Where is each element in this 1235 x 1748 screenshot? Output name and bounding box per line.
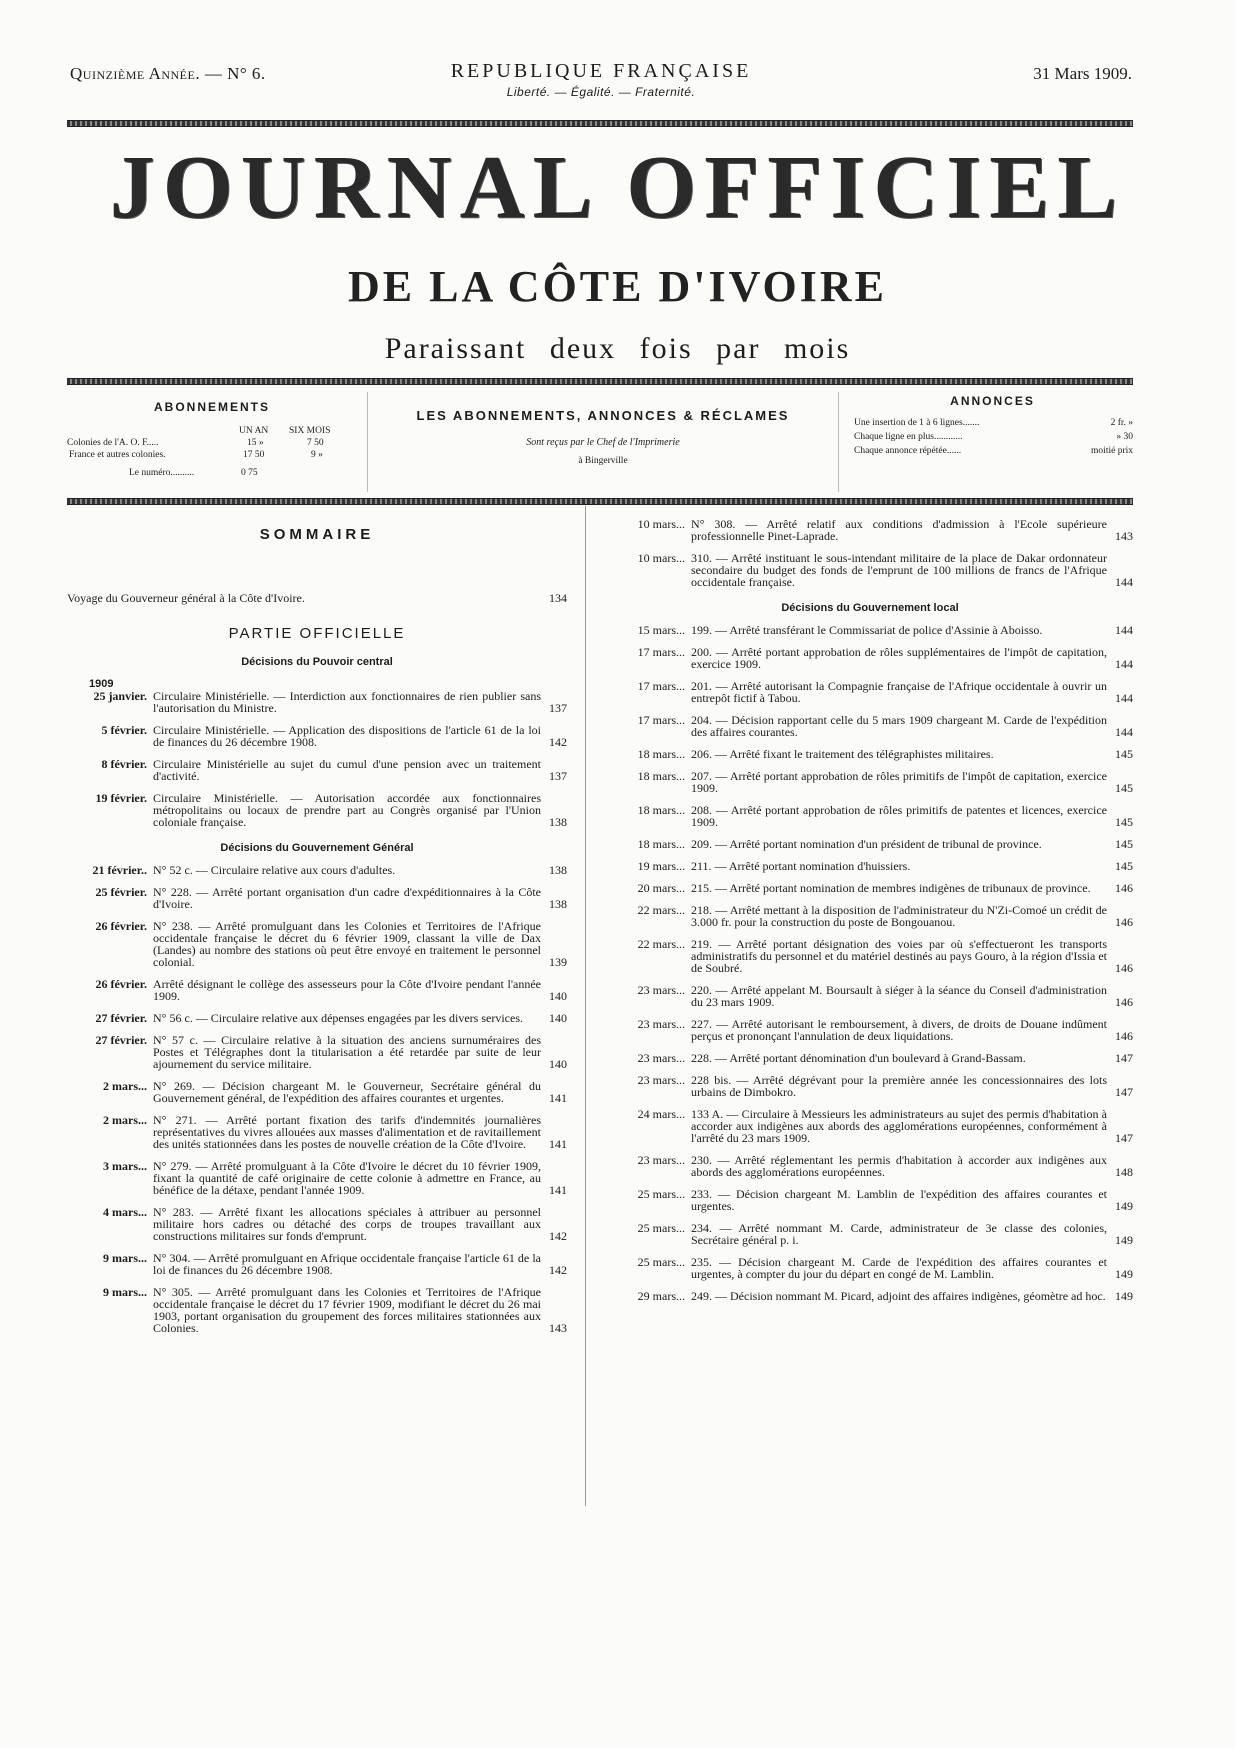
year-label: 1909 bbox=[89, 678, 114, 690]
entry-page: 144 bbox=[1115, 623, 1133, 637]
subscription-rule bbox=[67, 498, 1133, 505]
entry-text: N° 228. — Arrêté portant organisation d'un cadre d'expéditionnaires à la Côte d'Ivoire. bbox=[153, 885, 541, 911]
entry-page: 145 bbox=[1115, 815, 1133, 829]
entry-text: 206. — Arrêté fixant le traitement des télégraphistes militaires. bbox=[691, 747, 994, 761]
annonce-price: 2 fr. » bbox=[1110, 418, 1133, 428]
sommaire-entry bbox=[67, 1160, 567, 1196]
entry-text: 310. — Arrêté instituant le sous-intendant militaire de la place de Dakar ordonnateur secondaire du budget des fonds de l'emprunt de 100 millions de francs de l'Afrique occidentale française. bbox=[691, 551, 1107, 589]
entry-page: 149 bbox=[1115, 1267, 1133, 1281]
gouvernement-general-list bbox=[67, 864, 567, 1334]
annonce-label: Une insertion de 1 à 6 lignes....... bbox=[854, 418, 980, 428]
sommaire-entry bbox=[607, 1108, 1133, 1144]
row1-un-an: 15 » bbox=[247, 438, 264, 448]
entry-text: N° 279. — Arrêté promulguant à la Côte d'Ivoire le décret du 10 février 1909, fixant la quantité de café originaire de cette colonie à admettre en France, au bénéfice de la détaxe, pendant l'année 1909. bbox=[153, 1159, 541, 1197]
entry-date: 25 mars... bbox=[637, 1187, 685, 1201]
entry-page: 141 bbox=[549, 1183, 567, 1197]
entry-text: 201. — Arrêté autorisant la Compagnie française de l'Afrique occidentale à ouvrir un entrepôt fictif à Tabou. bbox=[691, 679, 1107, 705]
entry-text: Circulaire Ministérielle. — Application des dispositions de l'article 61 de la loi de finances du 26 décembre 1908. bbox=[153, 723, 541, 749]
entry-page: 138 bbox=[549, 863, 567, 877]
publication-frequency: Paraissant deux fois par mois bbox=[384, 332, 851, 365]
entry-text: 218. — Arrêté mettant à la disposition de l'administrateur du N'Zi-Comoé un crédit de 3.000 fr. pour la construction du poste de Bongouanou. bbox=[691, 903, 1107, 929]
entry-text: 234. — Arrêté nommant M. Carde, administrateur de 3e classe des colonies, Secrétaire général p. i. bbox=[691, 1221, 1107, 1247]
entry-date: 18 mars... bbox=[637, 837, 685, 851]
entry-date: 4 mars... bbox=[103, 1205, 147, 1219]
entry-date: 17 mars... bbox=[637, 679, 685, 693]
entry-page: 142 bbox=[549, 1263, 567, 1277]
center-recus: Sont reçus par le Chef de l'Imprimerie bbox=[526, 437, 680, 448]
entry-text: N° 308. — Arrêté relatif aux conditions d'admission à l'Ecole supérieure professionnelle Pinet-Laprade. bbox=[691, 517, 1107, 543]
entry-text: Circulaire Ministérielle au sujet du cumul d'une pension avec un traitement d'activité. bbox=[153, 757, 541, 783]
sommaire-entry bbox=[67, 920, 567, 968]
entry-date: 2 mars... bbox=[103, 1113, 147, 1127]
entry-page: 142 bbox=[549, 1229, 567, 1243]
entry-date: 20 mars... bbox=[637, 881, 685, 895]
sommaire-entry bbox=[607, 860, 1133, 872]
entry-date: 18 mars... bbox=[637, 747, 685, 761]
sommaire-content bbox=[67, 518, 1133, 1518]
entry-page: 143 bbox=[549, 1321, 567, 1335]
entry-page: 140 bbox=[549, 989, 567, 1003]
entry-page: 147 bbox=[1115, 1131, 1133, 1145]
entry-date: 26 février. bbox=[95, 919, 147, 933]
entry-date: 10 mars... bbox=[637, 517, 685, 531]
entry-page: 145 bbox=[1115, 781, 1133, 795]
top-line bbox=[70, 60, 1132, 99]
entry-date: 23 mars... bbox=[637, 1073, 685, 1087]
sommaire-entry bbox=[607, 838, 1133, 850]
sommaire-entry bbox=[607, 938, 1133, 974]
entry-date: 25 janvier. bbox=[93, 689, 147, 703]
center-heading: LES ABONNEMENTS, ANNONCES & RÉCLAMES bbox=[416, 408, 790, 423]
entry-page: 140 bbox=[549, 1057, 567, 1071]
entry-date: 17 mars... bbox=[637, 713, 685, 727]
entry-date: 23 mars... bbox=[637, 1153, 685, 1167]
col-six-mois: SIX MOIS bbox=[289, 426, 331, 436]
entry-page: 137 bbox=[549, 701, 567, 715]
entry-text: N° 52 c. — Circulaire relative aux cours d'adultes. bbox=[153, 863, 396, 877]
entry-date: 19 mars... bbox=[637, 859, 685, 873]
sommaire-entry bbox=[607, 1018, 1133, 1042]
numero-price: 0 75 bbox=[241, 468, 258, 478]
sommaire-entry bbox=[607, 552, 1133, 588]
sommaire-entry bbox=[607, 680, 1133, 704]
section-gouvernement-general: Décisions du Gouvernement Général bbox=[220, 842, 414, 854]
entry-date: 10 mars... bbox=[637, 551, 685, 565]
entry-date: 24 mars... bbox=[637, 1107, 685, 1121]
sommaire-entry bbox=[607, 1256, 1133, 1280]
entry-date: 25 mars... bbox=[637, 1221, 685, 1235]
sommaire-entry bbox=[607, 518, 1133, 542]
journal-title: JOURNAL OFFICIEL bbox=[109, 138, 1126, 237]
abonnements-table bbox=[67, 426, 357, 486]
entry-date: 22 mars... bbox=[637, 937, 685, 951]
section-gouvernement-local: Décisions du Gouvernement local bbox=[781, 602, 959, 614]
entry-text: 220. — Arrêté appelant M. Boursault à siéger à la séance du Conseil d'administration du 23 mars 1909. bbox=[691, 983, 1107, 1009]
sommaire-entry bbox=[607, 804, 1133, 828]
entry-text: 133 A. — Circulaire à Messieurs les administrateurs au sujet des permis d'habitation à accorder aux indigènes aux abords des agglomérations européennes, conformément à l'arrêté du 23 mars 1909. bbox=[691, 1107, 1107, 1145]
entry-date: 22 mars... bbox=[637, 903, 685, 917]
right-column bbox=[607, 518, 1133, 1312]
entry-text: 235. — Décision chargeant M. Carde de l'expédition des affaires courantes et urgentes, à compter du jour du départ en congé de M. Lamblin. bbox=[691, 1255, 1107, 1281]
entry-date: 29 mars... bbox=[637, 1289, 685, 1303]
entry-text: N° 283. — Arrêté fixant les allocations spéciales à attribuer au personnel militaire hors cadres ou détaché des corps de troupes travaillant aux constructions militaires sur fonds d'emprunt. bbox=[153, 1205, 541, 1243]
entry-page: 139 bbox=[549, 955, 567, 969]
numero-label: Le numéro.......... bbox=[129, 468, 195, 478]
entry-text: N° 304. — Arrêté promulguant en Afrique occidentale française l'article 61 de la loi de finances du 26 décembre 1908. bbox=[153, 1251, 541, 1277]
sommaire-entry bbox=[67, 1206, 567, 1242]
entry-text: N° 305. — Arrêté promulguant dans les Colonies et Territoires de l'Afrique occidentale française le décret du 17 février 1909, modifiant le décret du 26 mai 1903, portant organisation du groupement des forces militaires stationnées aux Colonies. bbox=[153, 1285, 541, 1335]
entry-text: 219. — Arrêté portant désignation des voies par où s'effectueront les transports administratifs du personnel et du matériel destinés au pays Gouro, à la région d'Issia et de Soubré. bbox=[691, 937, 1107, 975]
sommaire-entry bbox=[67, 886, 567, 910]
entry-page: 142 bbox=[549, 735, 567, 749]
annonce-price: moitié prix bbox=[1091, 446, 1133, 456]
entry-page: 146 bbox=[1115, 995, 1133, 1009]
entry-page: 137 bbox=[549, 769, 567, 783]
entry-text: 208. — Arrêté portant approbation de rôles primitifs de patentes et licences, exercice 1909. bbox=[691, 803, 1107, 829]
entry-page: 149 bbox=[1115, 1289, 1133, 1303]
abonnements-heading: ABONNEMENTS bbox=[153, 400, 270, 414]
entry-page: 145 bbox=[1115, 859, 1133, 873]
row1-six-mois: 7 50 bbox=[307, 438, 324, 448]
entry-date: 23 mars... bbox=[637, 983, 685, 997]
entry-text: N° 56 c. — Circulaire relative aux dépenses engagées par les divers services. bbox=[153, 1011, 523, 1025]
masthead bbox=[0, 138, 1235, 366]
column-divider bbox=[585, 506, 586, 1506]
entry-date: 2 mars... bbox=[103, 1079, 147, 1093]
entry-date: 18 mars... bbox=[637, 803, 685, 817]
center-lieu: à Bingerville bbox=[578, 456, 628, 466]
entry-page: 146 bbox=[1115, 915, 1133, 929]
entry-page: 146 bbox=[1115, 961, 1133, 975]
sommaire-entry bbox=[67, 724, 567, 748]
entry-text: 228 bis. — Arrêté dégrévant pour la première année les concessionnaires des lots urbains de Dimbokro. bbox=[691, 1073, 1107, 1099]
entry-text: N° 271. — Arrêté portant fixation des tarifs d'indemnités journalières représentatives du vivres allouées aux masses d'alimentation et de ravitaillement des unités stationnées dans les postes de nouvelle création de la Côte d'Ivoire. bbox=[153, 1113, 541, 1151]
sommaire-entry bbox=[607, 904, 1133, 928]
journal-subtitle: DE LA CÔTE D'IVOIRE bbox=[347, 262, 887, 311]
entry-page: 149 bbox=[1115, 1233, 1133, 1247]
entry-text: 207. — Arrêté portant approbation de rôles primitifs de l'impôt de capitation, exercice 1909. bbox=[691, 769, 1107, 795]
entry-date: 17 mars... bbox=[637, 645, 685, 659]
entry-text: N° 238. — Arrêté promulguant dans les Colonies et Territoires de l'Afrique occidentale française le décret du 6 février 1909, classant la ville de Dax (Landes) au nombre des stations où peut être envoyé en traitement le personnel colonial. bbox=[153, 919, 541, 969]
subscription-box bbox=[67, 392, 1133, 492]
voyage-text: Voyage du Gouverneur général à la Côte d'Ivoire. bbox=[67, 591, 305, 605]
sommaire-entry bbox=[67, 1286, 567, 1334]
annonce-row bbox=[852, 418, 1133, 432]
sommaire-entry bbox=[67, 1034, 567, 1070]
entry-page: 144 bbox=[1115, 691, 1133, 705]
entry-page: 144 bbox=[1115, 725, 1133, 739]
sommaire-entry bbox=[607, 1074, 1133, 1098]
annonce-label: Chaque annonce répétée...... bbox=[854, 446, 962, 456]
entry-page: 146 bbox=[1115, 1029, 1133, 1043]
sommaire-entry bbox=[607, 1188, 1133, 1212]
entry-date: 27 février. bbox=[95, 1011, 147, 1025]
entry-date: 27 février. bbox=[95, 1033, 147, 1047]
entry-text: 227. — Arrêté autorisant le remboursement, à divers, de droits de Douane indûment perçus et prononçant l'annulation de deux liquidations. bbox=[691, 1017, 1107, 1043]
entry-text: Circulaire Ministérielle. — Autorisation accordée aux fonctionnaires métropolitains ou locaux de prendre part au Congrès organisé par l'Union coloniale française. bbox=[153, 791, 541, 829]
sommaire-entry bbox=[67, 758, 567, 782]
entry-page: 141 bbox=[549, 1091, 567, 1105]
entry-date: 21 février.. bbox=[92, 863, 147, 877]
sommaire-entry bbox=[67, 1114, 567, 1150]
entry-page: 138 bbox=[549, 815, 567, 829]
sommaire-entry bbox=[607, 1290, 1133, 1302]
entry-text: 209. — Arrêté portant nomination d'un président de tribunal de province. bbox=[691, 837, 1042, 851]
entry-text: 233. — Décision chargeant M. Lamblin de l'expédition des affaires courantes et urgentes. bbox=[691, 1187, 1107, 1213]
sommaire-entry bbox=[607, 882, 1133, 894]
entry-date: 26 février. bbox=[95, 977, 147, 991]
entry-page: 144 bbox=[1115, 575, 1133, 589]
annonces-column bbox=[852, 392, 1133, 492]
annonce-label: Chaque ligne en plus............ bbox=[854, 432, 963, 442]
sommaire-entry bbox=[607, 1222, 1133, 1246]
entry-date: 18 mars... bbox=[637, 769, 685, 783]
center-box bbox=[367, 392, 839, 492]
sommaire-entry bbox=[607, 646, 1133, 670]
col-un-an: UN AN bbox=[239, 426, 269, 436]
entry-date: 5 février. bbox=[101, 723, 147, 737]
row2-six-mois: 9 » bbox=[311, 450, 323, 460]
pouvoir-central-list bbox=[67, 690, 567, 828]
sommaire-entry bbox=[607, 748, 1133, 760]
entry-text: N° 269. — Décision chargeant M. le Gouverneur, Secrétaire général du Gouvernement général, de l'expédition des affaires courantes et urgentes. bbox=[153, 1079, 541, 1105]
sommaire-entry bbox=[67, 690, 567, 714]
row1-label: Colonies de l'A. O. F..... bbox=[67, 438, 159, 448]
annonces-list bbox=[852, 418, 1133, 460]
entry-text: 230. — Arrêté réglementant les permis d'habitation à accorder aux indigènes aux abords des agglomérations européennes. bbox=[691, 1153, 1107, 1179]
entry-text: 199. — Arrêté transférant le Commissariat de police d'Assinie à Aboisso. bbox=[691, 623, 1043, 637]
gouvernement-general-continued-list bbox=[607, 518, 1133, 588]
voyage-page: 134 bbox=[549, 591, 567, 605]
motto: Liberté. — Égalité. — Fraternité. bbox=[506, 85, 696, 99]
abonnements-column bbox=[67, 392, 357, 492]
entry-page: 143 bbox=[1115, 529, 1133, 543]
entry-text: 200. — Arrêté portant approbation de rôles supplémentaires de l'impôt de capitation, exercice 1909. bbox=[691, 645, 1107, 671]
entry-page: 147 bbox=[1115, 1051, 1133, 1065]
entry-text: 204. — Décision rapportant celle du 5 mars 1909 chargeant M. Carde de l'expédition des affaires courantes. bbox=[691, 713, 1107, 739]
sommaire-entry bbox=[607, 984, 1133, 1008]
entry-page: 140 bbox=[549, 1011, 567, 1025]
entry-date: 8 février. bbox=[101, 757, 147, 771]
annonce-row bbox=[852, 446, 1133, 460]
entry-page: 147 bbox=[1115, 1085, 1133, 1099]
sommaire-title: SOMMAIRE bbox=[259, 526, 375, 543]
entry-text: 211. — Arrêté portant nomination d'huissiers. bbox=[691, 859, 911, 873]
sommaire-entry bbox=[607, 714, 1133, 738]
annonce-row bbox=[852, 432, 1133, 446]
header-rule bbox=[67, 120, 1133, 127]
entry-date: 9 mars... bbox=[103, 1285, 147, 1299]
partie-officielle-heading: PARTIE OFFICIELLE bbox=[228, 625, 406, 642]
entry-page: 146 bbox=[1115, 881, 1133, 895]
entry-page: 145 bbox=[1115, 837, 1133, 851]
entry-text: Circulaire Ministérielle. — Interdiction aux fonctionnaires de rien publier sans l'autorisation du Ministre. bbox=[153, 689, 541, 715]
masthead-rule bbox=[67, 378, 1133, 385]
gouvernement-local-list bbox=[607, 624, 1133, 1302]
left-column bbox=[67, 518, 567, 1344]
entry-text: Arrêté désignant le collège des assesseurs pour la Côte d'Ivoire pendant l'année 1909. bbox=[153, 977, 541, 1003]
annonces-heading: ANNONCES bbox=[950, 394, 1035, 408]
entry-text: N° 57 c. — Circulaire relative à la situation des anciens surnuméraires des Postes et Télégraphes dont la titularisation a été retardée par suite de leur ajournement du service militaire. bbox=[153, 1033, 541, 1071]
issue-date: 31 Mars 1909. bbox=[1033, 64, 1132, 83]
sommaire-entry bbox=[67, 978, 567, 1002]
sommaire-entry bbox=[67, 1252, 567, 1276]
entry-text: 215. — Arrêté portant nomination de membres indigènes de tribunaux de province. bbox=[691, 881, 1091, 895]
entry-date: 25 mars... bbox=[637, 1255, 685, 1269]
republic-block bbox=[70, 60, 1132, 99]
section-pouvoir-central: Décisions du Pouvoir central bbox=[241, 656, 393, 668]
sommaire-entry bbox=[607, 1052, 1133, 1064]
sommaire-entry bbox=[607, 770, 1133, 794]
entry-text: 228. — Arrêté portant dénomination d'un boulevard à Grand-Bassam. bbox=[691, 1051, 1026, 1065]
sommaire-entry bbox=[67, 864, 567, 876]
sommaire-entry bbox=[67, 1012, 567, 1024]
sommaire-entry bbox=[607, 1154, 1133, 1178]
edition-number: Quinzième Année. — N° 6. bbox=[70, 64, 266, 83]
entry-page: 149 bbox=[1115, 1199, 1133, 1213]
entry-date: 9 mars... bbox=[103, 1251, 147, 1265]
entry-date: 15 mars... bbox=[637, 623, 685, 637]
entry-date: 23 mars... bbox=[637, 1017, 685, 1031]
entry-text: 249. — Décision nommant M. Picard, adjoint des affaires indigènes, géomètre ad hoc. bbox=[691, 1289, 1106, 1303]
sommaire-entry bbox=[67, 1080, 567, 1104]
entry-date: 3 mars... bbox=[103, 1159, 147, 1173]
entry-page: 138 bbox=[549, 897, 567, 911]
voyage-entry bbox=[67, 591, 567, 607]
entry-page: 148 bbox=[1115, 1165, 1133, 1179]
entry-page: 141 bbox=[549, 1137, 567, 1151]
entry-date: 19 février. bbox=[95, 791, 147, 805]
republic-title: REPUBLIQUE FRANÇAISE bbox=[450, 60, 752, 82]
sommaire-entry bbox=[67, 792, 567, 828]
entry-page: 144 bbox=[1115, 657, 1133, 671]
annonce-price: » 30 bbox=[1116, 432, 1133, 442]
entry-date: 25 février. bbox=[95, 885, 147, 899]
row2-un-an: 17 50 bbox=[243, 450, 265, 460]
row2-label: France et autres colonies. bbox=[69, 450, 166, 460]
entry-page: 145 bbox=[1115, 747, 1133, 761]
entry-date: 23 mars... bbox=[637, 1051, 685, 1065]
sommaire-entry bbox=[607, 624, 1133, 636]
